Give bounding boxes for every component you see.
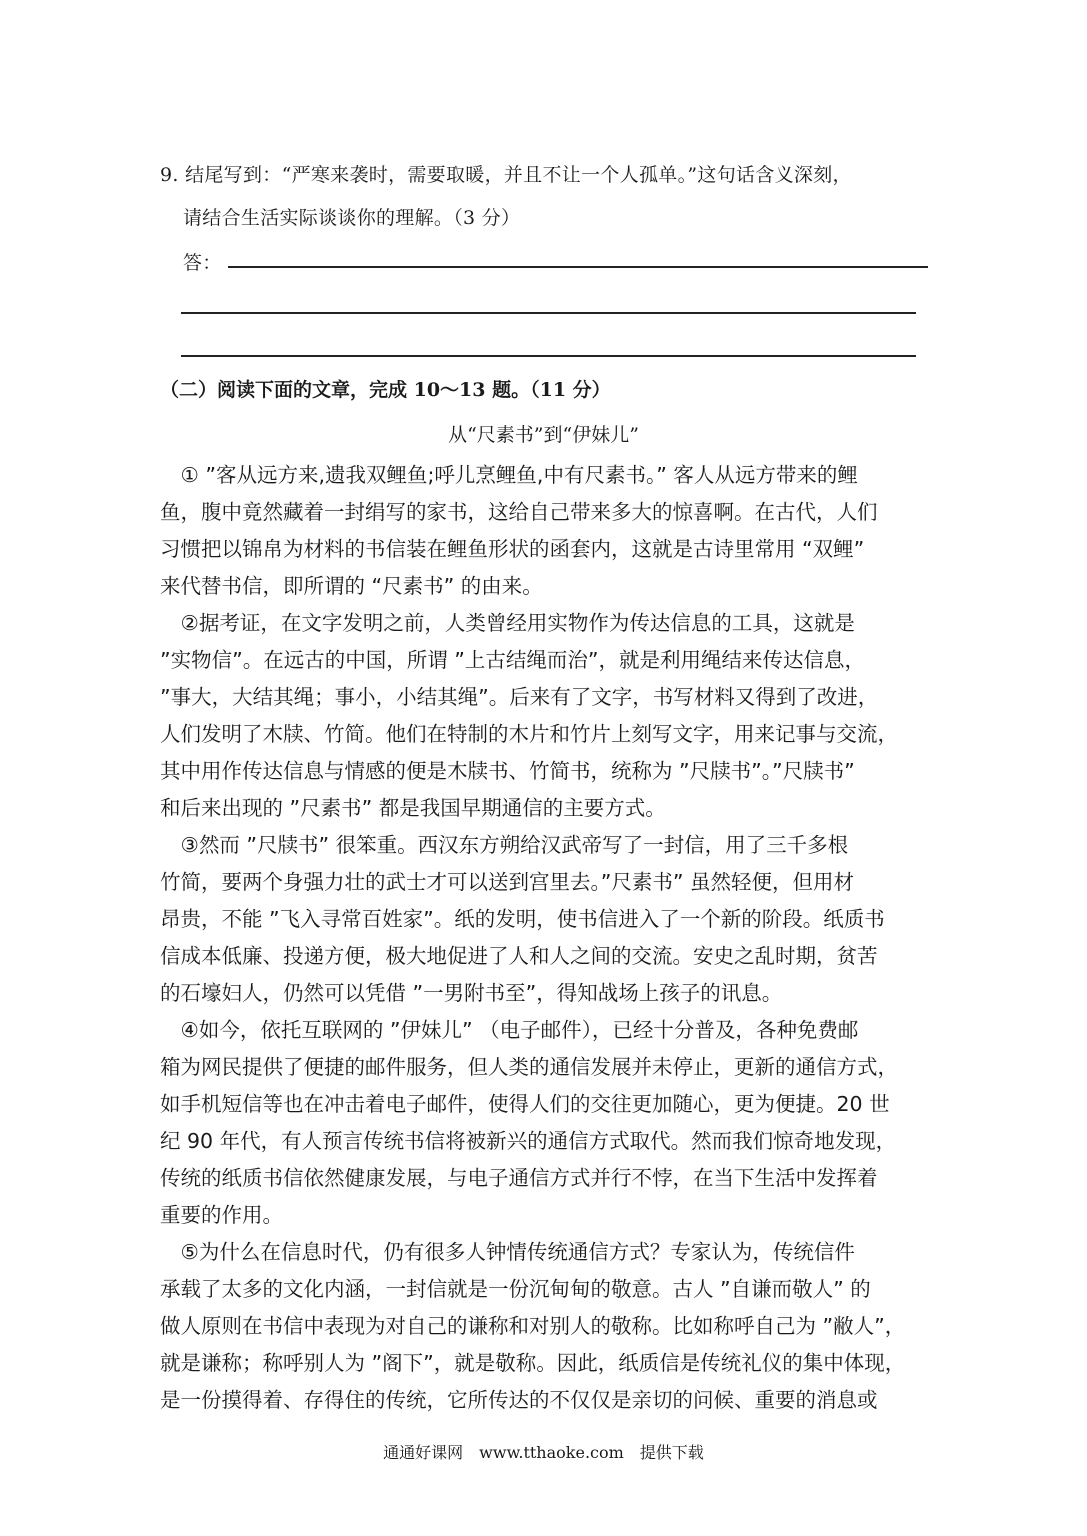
- answer-label: 答：: [183, 252, 222, 274]
- paragraph-line: 的石壕妇人，仍然可以凭借 ”一男附书至”，得知战场上孩子的讯息。: [160, 981, 783, 1005]
- page-footer: 通通好课网 www.tthaoke.com 提供下载: [383, 1443, 704, 1462]
- paragraph-line: 做人原则在书信中表现为对自己的谦称和对别人的敬称。比如称呼自己为 ”敝人”，: [160, 1314, 906, 1338]
- paragraph-line: 和后来出现的 ”尺素书” 都是我国早期通信的主要方式。: [160, 796, 666, 820]
- paragraph-line: 人们发明了木牍、竹简。他们在特制的木片和竹片上刻写文字，用来记事与交流，: [160, 722, 898, 746]
- paragraph-line: 来代替书信，即所谓的 “尺素书” 的由来。: [160, 574, 543, 598]
- question-9-line-2: 请结合生活实际谈谈你的理解。（3 分）: [183, 207, 521, 229]
- paragraph-line: ③然而 ”尺牍书” 很笨重。西汉东方朔给汉武帝写了一封信，用了三千多根: [160, 833, 849, 857]
- paragraph-line: 其中用作传达信息与情感的便是木牍书、竹简书，统称为 ”尺牍书”。”尺牍书”: [160, 759, 855, 783]
- paragraph-line: 鱼，腹中竟然藏着一封绢写的家书，这给自己带来多大的惊喜啊。在古代，人们: [160, 500, 878, 524]
- paragraph-line: ②据考证，在文字发明之前，人类曾经用实物作为传达信息的工具，这就是: [160, 611, 855, 635]
- paragraph-line: ⑤为什么在信息时代，仍有很多人钟情传统通信方式？专家认为，传统信件: [160, 1240, 855, 1264]
- paragraph-line: 昂贵，不能 ”飞入寻常百姓家”。纸的发明，使书信进入了一个新的阶段。纸质书: [160, 907, 885, 931]
- answer-line-3[interactable]: [181, 355, 916, 357]
- paragraph-line: ”事大，大结其绳；事小，小结其绳”。后来有了文字，书写材料又得到了改进，: [160, 685, 879, 709]
- paragraph-line: 习惯把以锦帛为材料的书信装在鲤鱼形状的函套内，这就是古诗里常用 “双鲤”: [160, 537, 865, 561]
- paragraph-line: 重要的作用。: [160, 1203, 283, 1227]
- answer-line-2[interactable]: [181, 312, 916, 314]
- paragraph-line: ① ”客从远方来,遗我双鲤鱼;呼儿烹鲤鱼,中有尺素书。” 客人从远方带来的鲤: [160, 463, 858, 487]
- paragraph-line: 就是谦称；称呼别人为 ”阁下”，就是敬称。因此，纸质信是传统礼仪的集中体现，: [160, 1351, 906, 1375]
- paragraph-line: 竹简，要两个身强力壮的武士才可以送到宫里去。”尺素书” 虽然轻便，但用材: [160, 870, 855, 894]
- article-title: 从“尺素书”到“伊妹儿”: [448, 424, 639, 446]
- answer-line-1[interactable]: [228, 266, 928, 268]
- section-heading: （二）阅读下面的文章，完成 10～13 题。（11 分）: [160, 379, 611, 401]
- paragraph-line: ④如今，依托互联网的 ”伊妹儿” （电子邮件），已经十分普及，各种免费邮: [160, 1018, 859, 1042]
- paragraph-line: 传统的纸质书信依然健康发展，与电子通信方式并行不悖，在当下生活中发挥着: [160, 1166, 878, 1190]
- question-9-line-1: 9. 结尾写到：“严寒来袭时，需要取暖，并且不让一个人孤单。”这句话含义深刻，: [160, 164, 852, 186]
- paragraph-line: 信成本低廉、投递方便，极大地促进了人和人之间的交流。安史之乱时期，贫苦: [160, 944, 878, 968]
- paragraph-line: ”实物信”。在远古的中国，所谓 ”上古结绳而治”，就是利用绳结来传达信息，: [160, 648, 865, 672]
- paragraph-line: 承载了太多的文化内涵，一封信就是一份沉甸甸的敬意。古人 ”自谦而敬人” 的: [160, 1277, 871, 1301]
- paragraph-line: 箱为网民提供了便捷的邮件服务，但人类的通信发展并未停止，更新的通信方式，: [160, 1055, 898, 1079]
- paragraph-line: 是一份摸得着、存得住的传统，它所传达的不仅仅是亲切的问候、重要的消息或: [160, 1388, 878, 1412]
- paragraph-line: 纪 90 年代，有人预言传统书信将被新兴的通信方式取代。然而我们惊奇地发现，: [160, 1129, 897, 1153]
- paragraph-line: 如手机短信等也在冲击着电子邮件，使得人们的交往更加随心，更为便捷。20 世: [160, 1092, 890, 1116]
